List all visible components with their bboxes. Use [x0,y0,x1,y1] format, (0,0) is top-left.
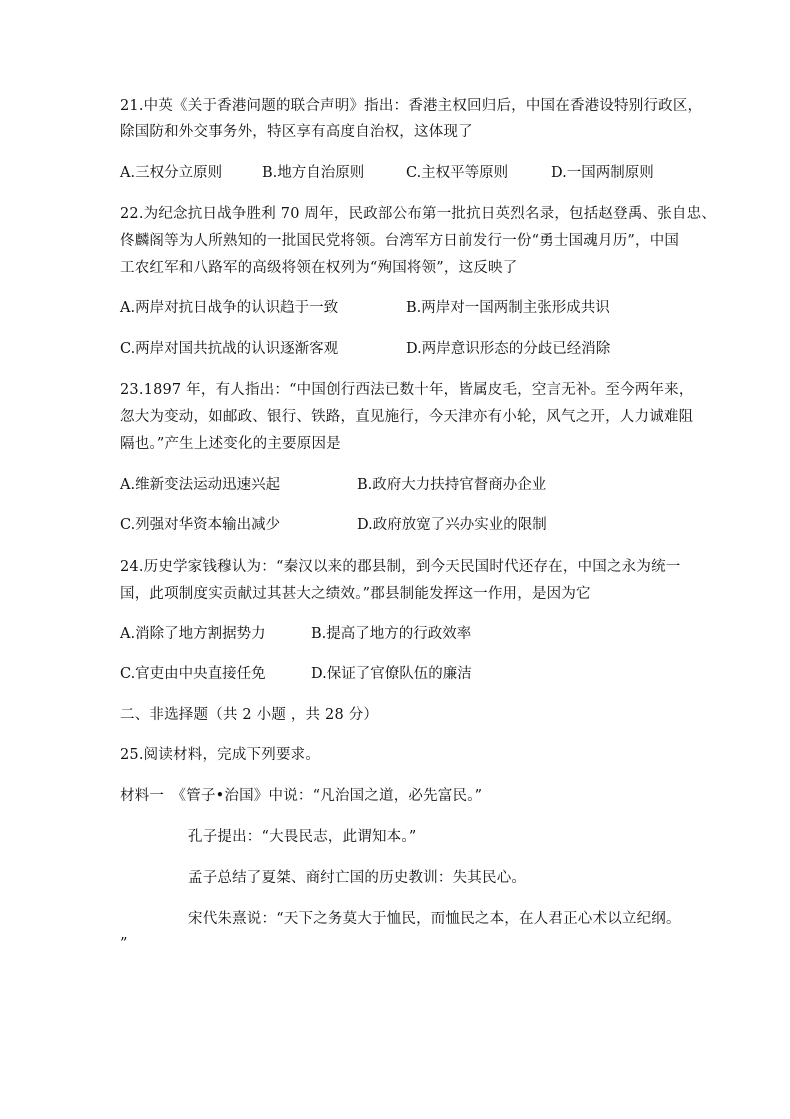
q21-stem-line2: 除国防和外交事务外，特区享有高度自治权，这体现了 [120,124,473,140]
q21-option-d: D.一国两制原则 [551,165,654,181]
q25-material1-line4: 宋代朱熹说：“天下之务莫大于恤民，而恤民之本，在人君正心术以立纪纲。 [188,911,681,927]
q22-option-b: B.两岸对一国两制主张形成共识 [406,300,610,316]
q24-option-a: A.消除了地方割据势力 [120,626,266,642]
q22-stem-line2: 佟麟阁等为人所熟知的一批国民党将领。台湾军方日前发行一份“勇士国魂月历”，中国 [120,233,680,249]
q24-stem-line1: 24.历史学家钱穆认为：“秦汉以来的郡县制，到今天民国时代还存在，中国之永为统一 [120,559,681,575]
q22-option-c: C.两岸对国共抗战的认识逐渐客观 [120,341,339,357]
q21-option-b: B.地方自治原则 [262,165,365,181]
q24-option-d: D.保证了官僚队伍的廉洁 [311,666,472,682]
q24-option-c: C.官吏由中央直接任免 [120,666,266,682]
q25-material1-line3: 孟子总结了夏桀、商纣亡国的历史教训：失其民心。 [188,870,527,886]
section-heading: 二、非选择题（共 2 小题 ，共 28 分） [120,707,379,723]
q24-stem-line2: 国，此项制度实贡献过其甚大之绩效。”郡县制能发挥这一作用，是因为它 [120,586,591,602]
q23-option-b: B.政府大力扶持官督商办企业 [357,477,547,493]
q23-option-a: A.维新变法运动迅速兴起 [120,477,281,493]
q22-option-d: D.两岸意识形态的分歧已经消除 [406,341,611,357]
q25-intro: 25.阅读材料，完成下列要求。 [120,747,321,763]
q23-stem-line2: 忽大为变动，如邮政、银行、铁路，直见施行，今天津亦有小轮，风气之开，人力诚难阻 [120,409,694,425]
q22-stem-line1: 22.为纪念抗日战争胜利 70 周年，民政部公布第一批抗日英烈名录，包括赵登禹、张自忠、 [120,206,717,222]
q23-stem-line3: 隔也。”产生上述变化的主要原因是 [120,436,341,452]
q25-material1-line2: 孔子提出：“大畏民志，此谓知本。” [188,829,417,845]
q21-stem-line1: 21.中英《关于香港问题的联合声明》指出：香港主权回归后，中国在香港设特别行政区， [120,98,703,114]
q23-stem-line1: 23.1897 年，有人指出：“中国创行西法已数十年，皆属皮毛，空言无补。至今两年来， [120,382,694,398]
q23-option-d: D.政府放宽了兴办实业的限制 [357,517,547,533]
q22-stem-line3: 工农红军和八路军的高级将领在权列为“殉国将领”，这反映了 [120,260,518,276]
q23-option-c: C.列强对华资本输出减少 [120,517,281,533]
q21-option-c: C.主权平等原则 [406,165,509,181]
q24-option-b: B.提高了地方的行政效率 [311,626,472,642]
q22-option-a: A.两岸对抗日战争的认识趋于一致 [120,300,339,316]
q21-option-a: A.三权分立原则 [120,165,223,181]
q25-material1-line1: 材料一 《管子•治国》中说：“凡治国之道，必先富民。” [120,788,483,804]
q25-material1-line4-end: ” [120,936,128,952]
